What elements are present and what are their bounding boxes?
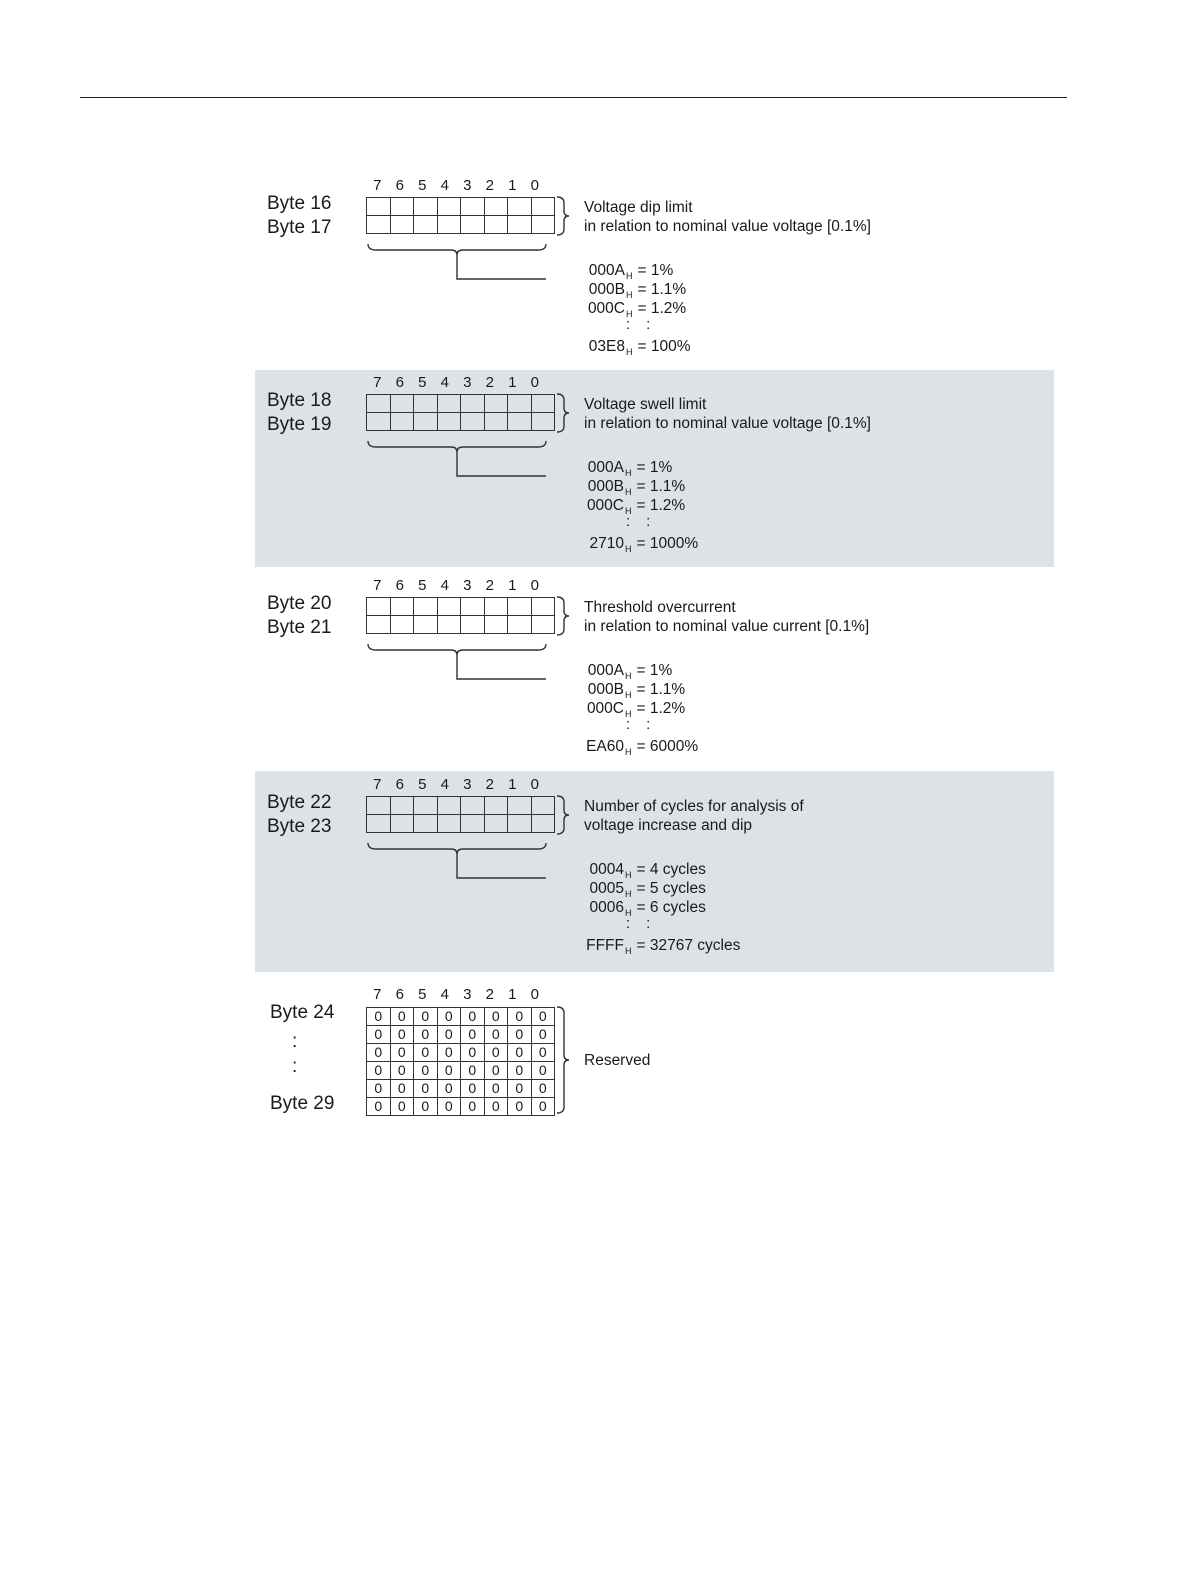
hex-subscript: H <box>626 309 633 319</box>
register-row <box>367 395 555 413</box>
bit-cell <box>367 815 391 833</box>
bit-cell <box>461 797 485 815</box>
hex-code: 000A <box>587 662 624 679</box>
value-leader-line <box>457 655 546 679</box>
bit-cell <box>367 413 391 431</box>
bit-cell <box>484 797 508 815</box>
bit-cell: 0 <box>414 1044 438 1062</box>
byte-label: Byte 23 <box>267 816 332 837</box>
bit-number: 3 <box>463 776 472 793</box>
bit-cell <box>414 616 438 634</box>
bit-cell: 0 <box>531 1044 555 1062</box>
hex-code: 000C <box>587 300 625 317</box>
bit-number: 6 <box>395 986 404 1003</box>
value-result: = 1.2% <box>637 300 687 317</box>
bit-cell: 0 <box>390 1044 414 1062</box>
hex-subscript: H <box>625 709 632 719</box>
bit-cell <box>508 598 532 616</box>
hex-subscript: H <box>625 747 632 757</box>
bit-cell <box>367 797 391 815</box>
value-result: = 6 cycles <box>636 899 706 916</box>
bit-cell <box>531 616 555 634</box>
bit-cell <box>367 216 391 234</box>
bit-number: 2 <box>485 177 494 194</box>
bit-number: 3 <box>463 374 472 391</box>
under-brace <box>368 644 546 655</box>
hex-code: FFFF <box>586 937 624 954</box>
bit-cell: 0 <box>437 1008 461 1026</box>
bit-number: 2 <box>485 577 494 594</box>
bit-number: 4 <box>440 374 449 391</box>
hex-subscript: H <box>625 544 632 554</box>
right-brace <box>557 597 569 635</box>
hex-code: EA60 <box>586 738 624 755</box>
bit-number: 5 <box>418 776 427 793</box>
bit-cell <box>390 216 414 234</box>
value-result: = 1.2% <box>636 497 686 514</box>
hex-code: 0005 <box>589 880 624 897</box>
bit-number: 1 <box>508 177 517 194</box>
bit-number: 3 <box>463 577 472 594</box>
bit-number-header <box>366 577 546 595</box>
colon: : <box>646 716 651 733</box>
bit-cell <box>508 616 532 634</box>
register-grid <box>366 1007 555 1116</box>
colon: : <box>646 915 651 932</box>
colon: : <box>626 316 631 333</box>
bit-number: 6 <box>395 374 404 391</box>
register-grid <box>366 394 555 431</box>
bit-cell: 0 <box>390 1098 414 1116</box>
bit-cell <box>414 198 438 216</box>
bit-number: 1 <box>508 776 517 793</box>
bit-number-header <box>366 776 546 794</box>
bit-cell <box>508 395 532 413</box>
bit-cell <box>461 616 485 634</box>
value-result: = 1.1% <box>636 681 686 698</box>
bit-cell <box>437 198 461 216</box>
bit-cell <box>531 216 555 234</box>
value-example <box>586 337 691 362</box>
bit-number: 2 <box>485 986 494 1003</box>
bit-cell <box>367 598 391 616</box>
bit-cell <box>484 616 508 634</box>
value-result: = 1000% <box>636 535 699 552</box>
right-brace <box>557 197 569 235</box>
bit-cell <box>437 395 461 413</box>
bit-number: 3 <box>463 986 472 1003</box>
bit-cell: 0 <box>437 1098 461 1116</box>
hex-code: 0004 <box>589 861 624 878</box>
field-description: Voltage dip limit <box>584 199 693 216</box>
byte-label: Byte 21 <box>267 617 332 638</box>
bit-cell: 0 <box>461 1080 485 1098</box>
bit-cell: 0 <box>461 1098 485 1116</box>
value-result: = 32767 cycles <box>636 937 741 954</box>
field-description: Number of cycles for analysis of <box>584 798 804 815</box>
reserved-label: Reserved <box>584 1052 651 1069</box>
bit-cell <box>437 598 461 616</box>
bit-number: 0 <box>530 577 539 594</box>
value-example <box>584 534 698 559</box>
value-leader-line <box>457 255 546 279</box>
register-row <box>367 198 555 216</box>
hex-code: 000B <box>587 681 624 698</box>
bit-number-header <box>366 986 546 1004</box>
bit-cell <box>531 395 555 413</box>
value-result: = 1.1% <box>636 478 686 495</box>
bit-number: 5 <box>418 374 427 391</box>
value-result: = 4 cycles <box>636 861 706 878</box>
bit-cell: 0 <box>508 1044 532 1062</box>
hex-code: 0006 <box>589 899 624 916</box>
bit-cell <box>531 598 555 616</box>
bit-number: 1 <box>508 374 517 391</box>
byte-label: Byte 16 <box>267 193 332 214</box>
register-row <box>367 1080 555 1098</box>
bit-cell <box>414 815 438 833</box>
bit-cell <box>437 216 461 234</box>
bit-cell <box>508 216 532 234</box>
bit-cell <box>390 413 414 431</box>
bit-cell <box>414 395 438 413</box>
bit-cell <box>390 815 414 833</box>
bit-number: 7 <box>373 374 382 391</box>
bit-cell: 0 <box>484 1008 508 1026</box>
ellipsis-colons <box>626 718 650 732</box>
bit-cell <box>461 598 485 616</box>
page-top-rule <box>80 97 1067 98</box>
bit-cell <box>390 598 414 616</box>
register-row <box>367 1026 555 1044</box>
hex-code: 000C <box>586 497 624 514</box>
hex-code: 000A <box>587 459 624 476</box>
register-grid <box>366 197 555 234</box>
bit-number: 6 <box>395 776 404 793</box>
register-row <box>367 1044 555 1062</box>
bit-cell: 0 <box>508 1008 532 1026</box>
bit-cell <box>437 797 461 815</box>
ellipsis-colons <box>626 318 650 332</box>
hex-subscript: H <box>626 271 633 281</box>
bit-number: 2 <box>485 776 494 793</box>
bit-number: 1 <box>508 986 517 1003</box>
bit-cell <box>437 815 461 833</box>
colon: : <box>626 716 631 733</box>
field-description: in relation to nominal value voltage [0.1%] <box>584 415 871 432</box>
bit-cell <box>390 616 414 634</box>
hex-subscript: H <box>625 908 632 918</box>
bit-cell <box>414 797 438 815</box>
bit-cell <box>414 413 438 431</box>
bit-cell: 0 <box>484 1026 508 1044</box>
bit-cell: 0 <box>367 1062 391 1080</box>
bit-cell: 0 <box>390 1080 414 1098</box>
bit-cell <box>367 198 391 216</box>
hex-code: 03E8 <box>588 338 625 355</box>
hex-code: 000C <box>586 700 624 717</box>
hex-subscript: H <box>625 487 632 497</box>
byte-label: Byte 22 <box>267 792 332 813</box>
bit-number: 0 <box>530 374 539 391</box>
bit-cell: 0 <box>414 1080 438 1098</box>
hex-code: 2710 <box>589 535 624 552</box>
bit-cell <box>390 395 414 413</box>
hex-code: 000B <box>588 281 625 298</box>
colon: : <box>646 316 651 333</box>
hex-subscript: H <box>625 889 632 899</box>
hex-subscript: H <box>625 671 632 681</box>
bit-number: 7 <box>373 177 382 194</box>
colon: : <box>646 513 651 530</box>
bit-cell <box>437 616 461 634</box>
field-description: in relation to nominal value voltage [0.1%] <box>584 218 871 235</box>
value-result: = 1.2% <box>636 700 686 717</box>
hex-subscript: H <box>625 690 632 700</box>
bit-cell: 0 <box>414 1062 438 1080</box>
bit-cell: 0 <box>531 1098 555 1116</box>
bit-cell: 0 <box>461 1044 485 1062</box>
bit-cell <box>484 413 508 431</box>
bit-cell <box>390 198 414 216</box>
byte-label: Byte 29 <box>270 1093 335 1114</box>
bit-number: 0 <box>530 776 539 793</box>
byte-label: Byte 17 <box>267 217 332 238</box>
bit-cell <box>461 413 485 431</box>
value-result: = 1% <box>637 262 674 279</box>
bit-cell: 0 <box>437 1062 461 1080</box>
bit-cell <box>531 413 555 431</box>
ellipsis-colon: : <box>292 1031 298 1052</box>
value-example <box>585 936 740 961</box>
bit-cell: 0 <box>461 1062 485 1080</box>
right-brace <box>557 1007 569 1113</box>
bit-cell: 0 <box>508 1080 532 1098</box>
bit-cell: 0 <box>390 1062 414 1080</box>
value-example <box>585 737 698 762</box>
bit-cell: 0 <box>508 1026 532 1044</box>
bit-number: 0 <box>530 986 539 1003</box>
bit-cell <box>531 797 555 815</box>
hex-subscript: H <box>626 290 633 300</box>
under-brace <box>368 244 546 255</box>
bit-number: 5 <box>418 577 427 594</box>
bit-cell: 0 <box>531 1062 555 1080</box>
bit-cell: 0 <box>484 1098 508 1116</box>
bit-cell <box>531 815 555 833</box>
bit-cell: 0 <box>484 1080 508 1098</box>
byte-label: Byte 20 <box>267 593 332 614</box>
value-result: = 5 cycles <box>636 880 706 897</box>
hex-code: 000A <box>588 262 625 279</box>
bit-cell <box>508 413 532 431</box>
hex-subscript: H <box>626 347 633 357</box>
field-description: Threshold overcurrent <box>584 599 736 616</box>
bit-cell <box>531 198 555 216</box>
bit-cell <box>367 395 391 413</box>
register-row <box>367 598 555 616</box>
bit-cell <box>484 598 508 616</box>
register-row <box>367 797 555 815</box>
hex-subscript: H <box>625 946 632 956</box>
bit-cell: 0 <box>437 1080 461 1098</box>
value-result: = 6000% <box>636 738 699 755</box>
register-grid <box>366 796 555 833</box>
bit-cell: 0 <box>531 1026 555 1044</box>
bit-cell <box>437 413 461 431</box>
field-description: Voltage swell limit <box>584 396 707 413</box>
bit-cell: 0 <box>367 1044 391 1062</box>
bit-cell: 0 <box>367 1008 391 1026</box>
value-result: = 1% <box>636 662 673 679</box>
bit-cell <box>390 797 414 815</box>
bit-cell: 0 <box>414 1026 438 1044</box>
field-description: in relation to nominal value current [0.1%] <box>584 618 870 635</box>
register-row <box>367 1098 555 1116</box>
bit-cell <box>508 198 532 216</box>
bit-cell: 0 <box>508 1062 532 1080</box>
bit-cell <box>414 598 438 616</box>
bit-cell: 0 <box>414 1008 438 1026</box>
register-row <box>367 216 555 234</box>
bit-cell: 0 <box>367 1098 391 1116</box>
bit-cell <box>508 797 532 815</box>
bit-number: 6 <box>395 177 404 194</box>
bit-number: 7 <box>373 577 382 594</box>
bit-cell: 0 <box>437 1044 461 1062</box>
bit-number: 5 <box>418 177 427 194</box>
bit-cell: 0 <box>531 1080 555 1098</box>
bit-cell: 0 <box>367 1080 391 1098</box>
byte-label: Byte 24 <box>270 1002 335 1023</box>
bit-number: 4 <box>440 177 449 194</box>
register-row <box>367 1008 555 1026</box>
bit-cell: 0 <box>390 1026 414 1044</box>
field-description: voltage increase and dip <box>584 817 753 834</box>
ellipsis-colon: : <box>292 1056 298 1077</box>
colon: : <box>626 915 631 932</box>
ellipsis-colons <box>626 515 650 529</box>
bit-cell: 0 <box>531 1008 555 1026</box>
bit-cell <box>461 395 485 413</box>
register-grid <box>366 597 555 634</box>
bit-cell <box>461 216 485 234</box>
hex-subscript: H <box>625 468 632 478</box>
bit-number: 4 <box>440 577 449 594</box>
hex-subscript: H <box>625 870 632 880</box>
bit-number: 7 <box>373 986 382 1003</box>
colon: : <box>626 513 631 530</box>
bit-number: 4 <box>440 776 449 793</box>
bit-number: 5 <box>418 986 427 1003</box>
bit-cell: 0 <box>461 1026 485 1044</box>
bit-cell <box>484 198 508 216</box>
bit-cell: 0 <box>484 1044 508 1062</box>
bit-number: 0 <box>530 177 539 194</box>
bit-number: 1 <box>508 577 517 594</box>
bit-cell: 0 <box>437 1026 461 1044</box>
bit-cell: 0 <box>484 1062 508 1080</box>
bit-cell <box>484 216 508 234</box>
bit-cell <box>484 815 508 833</box>
bit-cell <box>367 616 391 634</box>
register-row <box>367 815 555 833</box>
bit-number: 4 <box>440 986 449 1003</box>
bit-cell <box>508 815 532 833</box>
byte-label: Byte 19 <box>267 414 332 435</box>
hex-code: 000B <box>587 478 624 495</box>
bit-cell: 0 <box>508 1098 532 1116</box>
bit-cell <box>484 395 508 413</box>
value-result: = 1% <box>636 459 673 476</box>
bit-number: 2 <box>485 374 494 391</box>
bit-number: 3 <box>463 177 472 194</box>
bit-cell: 0 <box>367 1026 391 1044</box>
bit-number-header <box>366 374 546 392</box>
value-result: = 100% <box>637 338 691 355</box>
bit-cell: 0 <box>390 1008 414 1026</box>
byte-label: Byte 18 <box>267 390 332 411</box>
bit-cell <box>461 198 485 216</box>
bit-cell <box>461 815 485 833</box>
bit-number: 7 <box>373 776 382 793</box>
bit-number-header <box>366 177 546 195</box>
bit-number: 6 <box>395 577 404 594</box>
ellipsis-colons <box>626 917 650 931</box>
register-row <box>367 616 555 634</box>
bit-cell: 0 <box>414 1098 438 1116</box>
register-row <box>367 413 555 431</box>
hex-subscript: H <box>625 506 632 516</box>
bit-cell <box>414 216 438 234</box>
register-row <box>367 1062 555 1080</box>
bit-cell: 0 <box>461 1008 485 1026</box>
value-result: = 1.1% <box>637 281 687 298</box>
